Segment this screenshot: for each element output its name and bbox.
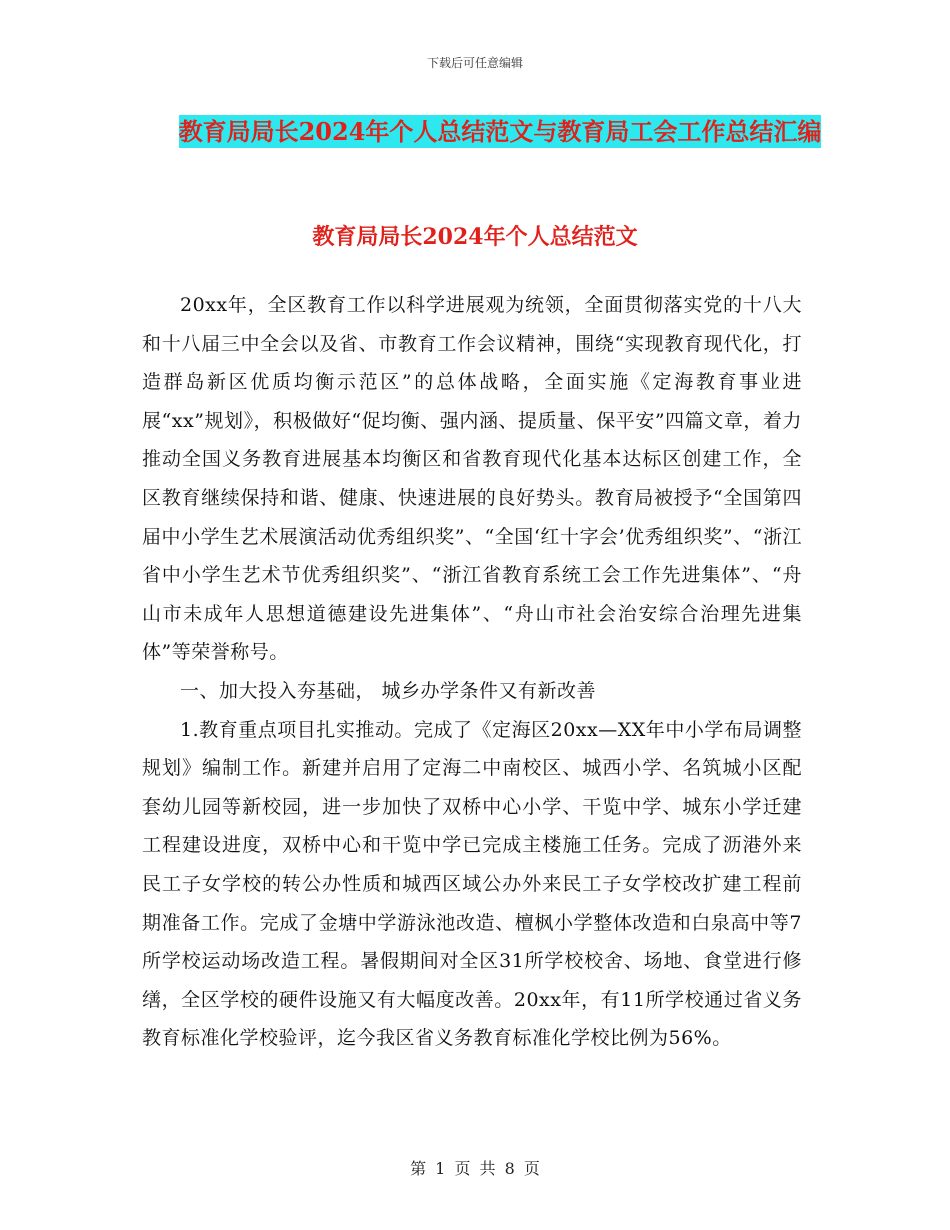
header-note: 下载后可任意编辑 <box>426 56 523 70</box>
paragraph-heading-1: 一、加大投入夯基础， 城乡办学条件又有新改善 <box>180 679 597 702</box>
document-title <box>150 108 850 156</box>
page-number: 第 1 页 共 8 页 <box>410 1159 540 1178</box>
paragraph-intro: 20xx年，全区教育工作以科学进展观为统领，全面贯彻落实党的十八大和十八届三中全会以及省、市教育工作会议精神，围绕“实现教育现代化，打造群岛新区优质均衡示范区”的总体战略，全面实施《定海教育事业进展“xx”规划》，积极做好“促均衡、强内涵、提质量、保平安”四篇文章，着力推动全国义务教育进展基本均衡区和省教育现代化基本达标区创建工作，全区教育继续保持和谐、健康、快速进展的良好势头。教育局被授予“全国第四届中小学生艺术展演活动优秀组织奖”、“全国‘红十字会’优秀组织奖”、“浙江省中小学生艺术节优秀组织奖”、“浙江省教育系统工会工作先进集体”、“舟山市未成年人思想道德建设先进集体”、“舟山市社会治安综合治理先进集体”等荣誉称号。 <box>142 294 802 664</box>
document-title-text: 教育局局长2024年个人总结范文与教育局工会工作总结汇编 <box>178 117 822 146</box>
paragraph-item-1: 1.教育重点项目扎实推动。完成了《定海区20xx—XX年中小学布局调整规划》编制工作。新建并启用了定海二中南校区、城西小学、名筑城小区配套幼儿园等新校园，进一步加快了双桥中心小学、干览中学、城东小学迁建工程建设进度，双桥中心和干览中学已完成主楼施工任务。完成了沥港外来民工子女学校的转公办性质和城西区域公办外来民工子女学校改扩建工程前期准备工作。完成了金塘中学游泳池改造、檀枫小学整体改造和白泉高中等7所学校运动场改造工程。暑假期间对全区31所学校校舍、场地、食堂进行修缮，全区学校的硬件设施又有大幅度改善。20xx年，有11所学校通过省义务教育标准化学校验评，迄今我区省义务教育标准化学校比例为56%。 <box>142 718 802 1050</box>
body-text <box>142 286 802 1058</box>
section-title: 教育局局长2024年个人总结范文 <box>312 224 638 250</box>
